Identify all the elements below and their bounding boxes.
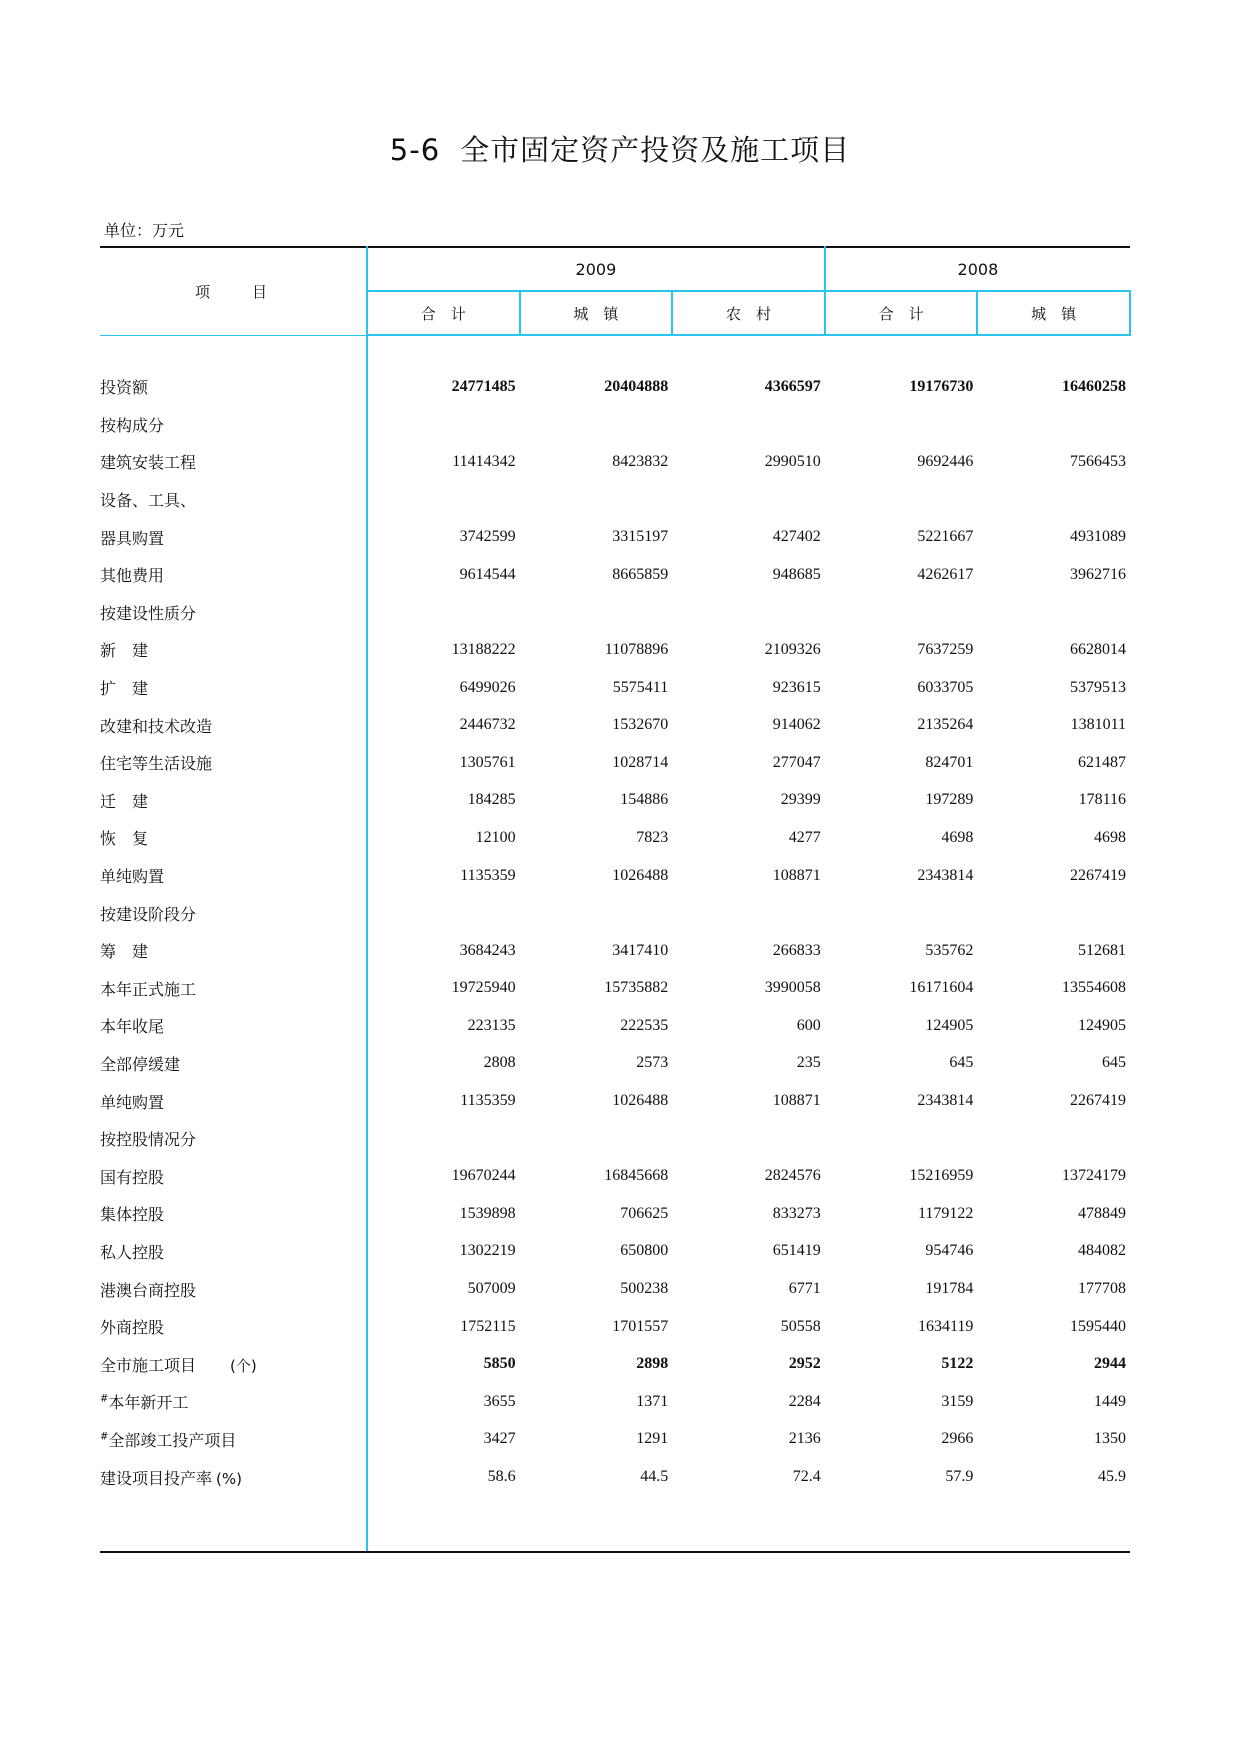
table-cell: 19725940 (451, 979, 516, 997)
table-cell: 1701557 (612, 1317, 669, 1335)
table-cell: 1350 (1093, 1430, 1126, 1448)
table-cell: 645 (949, 1054, 974, 1072)
table-cell: 6499026 (459, 678, 516, 696)
table-cell: 2343814 (917, 1092, 974, 1110)
table-cell: 478849 (1077, 1204, 1126, 1222)
row-label-text: 投资额 (100, 378, 149, 398)
table-row (100, 744, 1130, 782)
row-label (100, 970, 367, 1008)
table-cell: 484082 (1077, 1242, 1126, 1260)
row-label-text: 单纯购置 (100, 867, 165, 887)
table-cell: 58.6 (487, 1468, 516, 1486)
row-label (100, 1421, 367, 1459)
table-cell (520, 481, 673, 519)
row-label (100, 1383, 367, 1421)
table-cell: 1028714 (612, 753, 669, 771)
table-cell: 6771 (788, 1280, 821, 1298)
table-cell: 2109326 (764, 640, 821, 658)
subcolumn-header: 农 村 (672, 291, 825, 335)
table-row (100, 368, 1130, 406)
row-label (100, 894, 367, 932)
table-cell (672, 1120, 825, 1158)
row-label-text: 建筑安装工程 (100, 453, 197, 473)
row-label (100, 1195, 367, 1233)
table-cell: 1752115 (460, 1317, 516, 1335)
table-cell: 178116 (1078, 791, 1126, 809)
row-label-text: 迁 建 (100, 791, 149, 811)
row-label-text: 本年新开工 (108, 1393, 189, 1413)
row-label-text: 国有控股 (100, 1167, 165, 1187)
row-label-text: 建设项目投产率 (100, 1468, 213, 1488)
row-label-text: 改建和技术改造 (100, 716, 213, 736)
table-row (100, 443, 1130, 481)
unit-label: 单位：万元 (104, 221, 185, 240)
table-cell: 124905 (925, 1016, 974, 1034)
row-label-text: 全市施工项目 (100, 1355, 197, 1375)
row-label (100, 481, 367, 519)
row-label-text: 全部停缓建 (100, 1054, 181, 1074)
table-row (100, 518, 1130, 556)
table-cell: 954746 (925, 1242, 974, 1260)
table-cell (367, 894, 520, 932)
table-row (100, 1233, 1130, 1271)
row-mark: # (100, 1431, 109, 1443)
table-row (100, 1195, 1130, 1233)
table-cell: 15735882 (604, 979, 669, 997)
table-cell: 8665859 (612, 565, 669, 583)
row-label (100, 1270, 367, 1308)
table-cell: 2136 (788, 1430, 821, 1448)
table-cell: 235 (796, 1054, 821, 1072)
table-cell: 3417410 (612, 941, 669, 959)
table-cell: 9692446 (917, 452, 974, 470)
row-label-text: 按控股情况分 (100, 1130, 197, 1150)
table-cell: 1449 (1093, 1392, 1126, 1410)
table-cell: 5379513 (1069, 678, 1126, 696)
table-row (100, 406, 1130, 444)
table-cell: 16171604 (909, 979, 974, 997)
table-cell: 500238 (620, 1280, 669, 1298)
table-cell: 2952 (788, 1355, 821, 1373)
table-cell: 19176730 (909, 377, 974, 395)
table-cell: 4931089 (1069, 528, 1126, 546)
table-cell: 2135264 (917, 716, 974, 734)
row-label (100, 706, 367, 744)
table-cell: 948685 (772, 565, 821, 583)
subcolumn-header: 城 镇 (977, 291, 1130, 335)
table-cell: 6628014 (1069, 640, 1126, 658)
row-label-text: 器具购置 (100, 528, 165, 548)
row-label (100, 1082, 367, 1120)
table-cell: 2808 (483, 1054, 516, 1072)
table-cell: 600 (796, 1016, 821, 1034)
row-label-text: 按建设性质分 (100, 603, 197, 623)
table-cell: 191784 (925, 1280, 974, 1298)
row-label (100, 518, 367, 556)
table-cell: 12100 (475, 828, 516, 846)
table-cell: 1135359 (460, 866, 516, 884)
row-label (100, 1308, 367, 1346)
table-cell: 7566453 (1069, 452, 1126, 470)
table-row (100, 1458, 1130, 1496)
table-cell: 2944 (1093, 1355, 1126, 1373)
table-cell: 2990510 (764, 452, 821, 470)
subcolumn-header: 合 计 (367, 291, 520, 335)
row-label-text: 外商控股 (100, 1318, 165, 1338)
table-cell: 1539898 (459, 1204, 516, 1222)
row-label (100, 1157, 367, 1195)
table-cell: 5122 (941, 1355, 974, 1373)
table-cell: 923615 (772, 678, 821, 696)
table-cell: 1595440 (1069, 1317, 1126, 1335)
table-cell: 651419 (772, 1242, 821, 1260)
table-cell: 57.9 (945, 1468, 974, 1486)
table-cell: 6033705 (917, 678, 974, 696)
table-cell: 1026488 (612, 866, 669, 884)
row-unit: (个) (230, 1356, 257, 1375)
table-cell: 507009 (467, 1280, 516, 1298)
table-cell: 16845668 (604, 1167, 669, 1185)
table-cell (977, 481, 1130, 519)
year-header-2009: 2009 (367, 247, 825, 291)
row-mark: # (100, 1394, 109, 1405)
table-cell (977, 1120, 1130, 1158)
table-row (100, 782, 1130, 820)
table-cell: 7637259 (917, 640, 974, 658)
table-cell: 4262617 (917, 565, 974, 583)
table-cell: 108871 (772, 866, 821, 884)
table-cell: 2267419 (1069, 1092, 1126, 1110)
table-cell: 3742599 (459, 528, 516, 546)
table-cell: 9614544 (459, 565, 516, 583)
row-label-text: 筹 建 (100, 942, 149, 962)
row-label-text: 私人控股 (100, 1242, 165, 1262)
table-cell: 16460258 (1061, 377, 1126, 395)
table-cell: 1532670 (612, 716, 669, 734)
table-cell: 11414342 (452, 452, 516, 470)
row-label-text: 单纯购置 (100, 1092, 165, 1112)
table-cell: 5575411 (612, 678, 669, 696)
table-cell: 2267419 (1069, 866, 1126, 884)
table-cell (672, 894, 825, 932)
table-cell: 184285 (467, 791, 516, 809)
table-cell (977, 894, 1130, 932)
table-cell: 13554608 (1061, 979, 1126, 997)
table-cell: 177708 (1077, 1280, 1126, 1298)
row-label-text: 设备、工具、 (100, 491, 197, 511)
subcolumn-header: 城 镇 (520, 291, 673, 335)
statistics-table (100, 246, 1131, 1553)
table-cell: 4366597 (764, 377, 821, 395)
table-cell: 833273 (772, 1204, 821, 1222)
table-row (100, 970, 1130, 1008)
table-cell: 512681 (1077, 941, 1126, 959)
table-cell: 124905 (1077, 1016, 1126, 1034)
table-row (100, 932, 1130, 970)
table-cell: 197289 (925, 791, 974, 809)
table-cell: 1305761 (459, 753, 516, 771)
row-label-text: 其他费用 (100, 566, 165, 586)
table-row (100, 1082, 1130, 1120)
table-cell: 5850 (483, 1355, 516, 1373)
table-cell (367, 481, 520, 519)
table-cell (825, 594, 978, 632)
table-row (100, 1007, 1130, 1045)
table-cell (672, 481, 825, 519)
row-label (100, 819, 367, 857)
table-cell: 29399 (780, 791, 821, 809)
row-label-text: 扩 建 (100, 679, 149, 699)
table-cell: 706625 (620, 1204, 669, 1222)
table-cell: 645 (1101, 1054, 1126, 1072)
subcolumn-header: 合 计 (825, 291, 978, 335)
table-cell: 914062 (772, 716, 821, 734)
table-cell: 266833 (772, 941, 821, 959)
table-cell: 72.4 (792, 1468, 821, 1486)
page-title (0, 128, 1240, 169)
table-cell: 154886 (620, 791, 669, 809)
table-cell: 3655 (483, 1392, 516, 1410)
table-cell: 4698 (941, 828, 974, 846)
table-cell: 108871 (772, 1092, 821, 1110)
table-row (100, 706, 1130, 744)
row-label (100, 443, 367, 481)
table-cell (672, 406, 825, 444)
table-cell: 11078896 (604, 640, 669, 658)
table-cell: 4277 (788, 828, 821, 846)
table-row (100, 669, 1130, 707)
row-label (100, 631, 367, 669)
row-label-text: 全部竣工投产项目 (108, 1430, 237, 1450)
table-row (100, 481, 1130, 519)
table-cell: 427402 (772, 528, 821, 546)
row-label (100, 1345, 367, 1383)
row-label (100, 368, 367, 406)
table-cell: 1371 (636, 1392, 669, 1410)
table-cell: 1135359 (460, 1092, 516, 1110)
table-cell (520, 406, 673, 444)
table-cell: 45.9 (1097, 1468, 1126, 1486)
table-cell (977, 406, 1130, 444)
table-cell: 2284 (788, 1392, 821, 1410)
table-cell (672, 594, 825, 632)
table-cell: 13724179 (1061, 1167, 1126, 1185)
table-cell: 19670244 (451, 1167, 516, 1185)
table-cell: 1302219 (459, 1242, 516, 1260)
table-cell (367, 1120, 520, 1158)
table-cell: 13188222 (451, 640, 516, 658)
table-cell: 2343814 (917, 866, 974, 884)
table-cell (520, 894, 673, 932)
row-label-text: 港澳台商控股 (100, 1280, 197, 1300)
table-cell: 824701 (925, 753, 974, 771)
year-header-2008: 2008 (825, 247, 1130, 291)
row-label (100, 1233, 367, 1271)
table-cell: 3990058 (764, 979, 821, 997)
table-body (100, 335, 1130, 1552)
table-title-text: 全市固定资产投资及施工项目 (460, 133, 851, 167)
row-label (100, 594, 367, 632)
row-label-text: 本年收尾 (100, 1017, 165, 1037)
table-cell: 24771485 (451, 377, 516, 395)
table-cell (520, 1120, 673, 1158)
table-cell: 650800 (620, 1242, 669, 1260)
table-row (100, 1120, 1130, 1158)
table-cell: 5221667 (917, 528, 974, 546)
row-label (100, 1007, 367, 1045)
table-cell: 1291 (636, 1430, 669, 1448)
table-row (100, 631, 1130, 669)
table-cell: 3315197 (612, 528, 669, 546)
table-cell: 7823 (636, 828, 669, 846)
table-cell (825, 406, 978, 444)
table-row (100, 1308, 1130, 1346)
row-label-text: 住宅等生活设施 (100, 754, 213, 774)
row-label (100, 1120, 367, 1158)
table-row (100, 1270, 1130, 1308)
table-row (100, 819, 1130, 857)
table-cell: 15216959 (909, 1167, 974, 1185)
table-cell: 222535 (620, 1016, 669, 1034)
row-label (100, 932, 367, 970)
table-cell: 277047 (772, 753, 821, 771)
row-label-text: 集体控股 (100, 1205, 165, 1225)
row-label-text: 按构成分 (100, 415, 165, 435)
table-cell: 4698 (1093, 828, 1126, 846)
row-label (100, 1045, 367, 1083)
table-cell: 1381011 (1070, 716, 1126, 734)
row-label-text: 新 建 (100, 641, 149, 661)
row-label-text: 恢 复 (100, 829, 149, 849)
table-cell: 44.5 (640, 1468, 669, 1486)
row-label (100, 857, 367, 895)
row-label-text: 本年正式施工 (100, 979, 197, 999)
table-cell: 3427 (483, 1430, 516, 1448)
table-cell: 621487 (1077, 753, 1126, 771)
table-cell: 3159 (941, 1392, 974, 1410)
table-cell (520, 594, 673, 632)
row-unit: (%) (216, 1469, 242, 1488)
table-cell: 1634119 (917, 1317, 974, 1335)
item-column-header: 项 目 (100, 247, 367, 335)
table-number: 5-6 (389, 133, 441, 167)
table-cell (367, 406, 520, 444)
table-row (100, 1383, 1130, 1421)
row-label (100, 1458, 367, 1496)
table-cell: 2966 (941, 1430, 974, 1448)
table-row (100, 1045, 1130, 1083)
table-row (100, 556, 1130, 594)
row-label-text: 按建设阶段分 (100, 904, 197, 924)
table-cell: 2898 (636, 1355, 669, 1373)
table-row (100, 1345, 1130, 1383)
table-cell: 2573 (636, 1054, 669, 1072)
table-cell: 535762 (925, 941, 974, 959)
table-row (100, 857, 1130, 895)
table-cell: 2446732 (459, 716, 516, 734)
table-cell: 1179122 (917, 1204, 974, 1222)
row-label (100, 556, 367, 594)
table-cell: 223135 (467, 1016, 516, 1034)
table-row (100, 1157, 1130, 1195)
table-cell: 2824576 (764, 1167, 821, 1185)
table-row (100, 594, 1130, 632)
table-cell: 50558 (780, 1317, 821, 1335)
table-cell (367, 594, 520, 632)
row-label (100, 669, 367, 707)
table-cell (825, 1120, 978, 1158)
row-label (100, 406, 367, 444)
table-cell: 8423832 (612, 452, 669, 470)
table-cell: 3684243 (459, 941, 516, 959)
table-cell (825, 481, 978, 519)
table-row (100, 894, 1130, 932)
table-cell (825, 894, 978, 932)
table-cell: 20404888 (604, 377, 669, 395)
row-label (100, 782, 367, 820)
row-label (100, 744, 367, 782)
table-cell: 3962716 (1069, 565, 1126, 583)
table-row (100, 1421, 1130, 1459)
table-cell: 1026488 (612, 1092, 669, 1110)
table-cell (977, 594, 1130, 632)
